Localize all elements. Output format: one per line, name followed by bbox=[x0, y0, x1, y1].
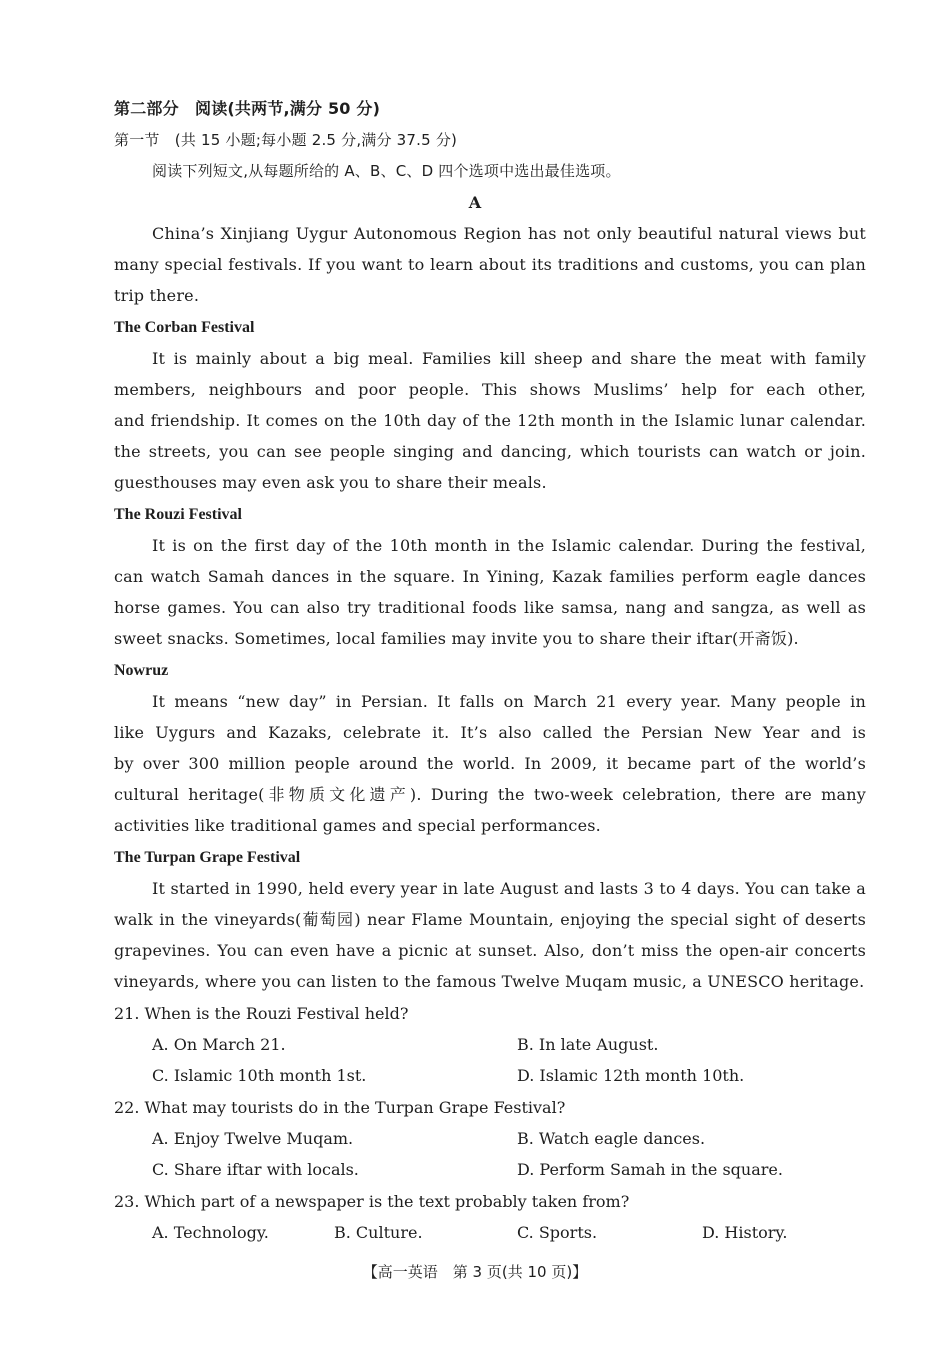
page-footer: 【高一英语 第 3 页(共 10 页)】 bbox=[362, 1263, 588, 1281]
question-22-option-c: C. Share iftar with locals. bbox=[152, 1160, 359, 1179]
paragraph-line: grapevines. You can even have a picnic at sunset. Also, don’t miss the open-air concerts bbox=[114, 941, 866, 960]
paragraph-line: cultural heritage(非物质文化遗产). During the two-week celebration, there are many bbox=[114, 785, 866, 804]
question-21-stem: 21. When is the Rouzi Festival held? bbox=[114, 1004, 409, 1023]
passage-letter: A bbox=[468, 193, 482, 212]
part-title: 第二部分 阅读(共两节,满分 50 分) bbox=[114, 99, 381, 118]
paragraph-line: horse games. You can also try traditional foods like samsa, nang and sangza, as well as bbox=[114, 598, 866, 617]
question-21-option-c: C. Islamic 10th month 1st. bbox=[152, 1066, 367, 1085]
section-heading-turpan: The Turpan Grape Festival bbox=[114, 849, 301, 866]
question-21-option-a: A. On March 21. bbox=[152, 1035, 286, 1054]
question-23-option-c: C. Sports. bbox=[517, 1223, 598, 1242]
paragraph-line: by over 300 million people around the world. In 2009, it became part of the world’s bbox=[114, 754, 866, 773]
paragraph-line: like Uygurs and Kazaks, celebrate it. It’s also called the Persian New Year and is bbox=[114, 723, 866, 742]
paragraph-line: It started in 1990, held every year in late August and lasts 3 to 4 days. You can take a bbox=[152, 879, 866, 898]
paragraph-line: the streets, you can see people singing and dancing, which tourists can watch or join. bbox=[114, 442, 866, 461]
intro-line: China’s Xinjiang Uygur Autonomous Region has not only beautiful natural views but bbox=[152, 224, 866, 243]
paragraph-line: It is mainly about a big meal. Families kill sheep and share the meat with family bbox=[152, 349, 866, 368]
instruction: 阅读下列短文,从每题所给的 A、B、C、D 四个选项中选出最佳选项。 bbox=[152, 162, 621, 180]
intro-line: trip there. bbox=[114, 286, 200, 305]
paragraph-line: walk in the vineyards(葡萄园) near Flame Mountain, enjoying the special sight of deserts bbox=[114, 910, 866, 929]
question-21-option-d: D. Islamic 12th month 10th. bbox=[517, 1066, 745, 1085]
question-23-option-d: D. History. bbox=[702, 1223, 788, 1242]
paragraph-line: can watch Samah dances in the square. In Yining, Kazak families perform eagle dances bbox=[114, 567, 866, 586]
paragraph-line: members, neighbours and poor people. This shows Muslims’ help for each other, bbox=[114, 380, 866, 399]
section-heading-corban: The Corban Festival bbox=[114, 319, 255, 336]
question-22-stem: 22. What may tourists do in the Turpan Grape Festival? bbox=[114, 1098, 566, 1117]
paragraph-line: and friendship. It comes on the 10th day of the 12th month in the Islamic lunar calendar. bbox=[114, 411, 866, 430]
question-23-stem: 23. Which part of a newspaper is the text probably taken from? bbox=[114, 1192, 630, 1211]
section-title: 第一节 (共 15 小题;每小题 2.5 分,满分 37.5 分) bbox=[114, 131, 458, 149]
question-23-option-a: A. Technology. bbox=[152, 1223, 269, 1242]
section-heading-rouzi: The Rouzi Festival bbox=[114, 506, 242, 523]
question-22-option-b: B. Watch eagle dances. bbox=[517, 1129, 706, 1148]
question-23-option-b: B. Culture. bbox=[334, 1223, 423, 1242]
paragraph-line: sweet snacks. Sometimes, local families may invite you to share their iftar(开斋饭). bbox=[114, 629, 799, 648]
question-22-option-d: D. Perform Samah in the square. bbox=[517, 1160, 783, 1179]
intro-line: many special festivals. If you want to learn about its traditions and customs, you can plan bbox=[114, 255, 866, 274]
paragraph-line: guesthouses may even ask you to share their meals. bbox=[114, 473, 547, 492]
question-22-option-a: A. Enjoy Twelve Muqam. bbox=[152, 1129, 354, 1148]
section-heading-nowruz: Nowruz bbox=[114, 662, 169, 679]
question-21-option-b: B. In late August. bbox=[517, 1035, 659, 1054]
paragraph-line: vineyards, where you can listen to the famous Twelve Muqam music, a UNESCO heritage. bbox=[114, 972, 865, 991]
paragraph-line: It means “new day” in Persian. It falls on March 21 every year. Many people in bbox=[152, 692, 866, 711]
paragraph-line: It is on the first day of the 10th month in the Islamic calendar. During the festival, bbox=[152, 536, 866, 555]
paragraph-line: activities like traditional games and special performances. bbox=[114, 816, 601, 835]
